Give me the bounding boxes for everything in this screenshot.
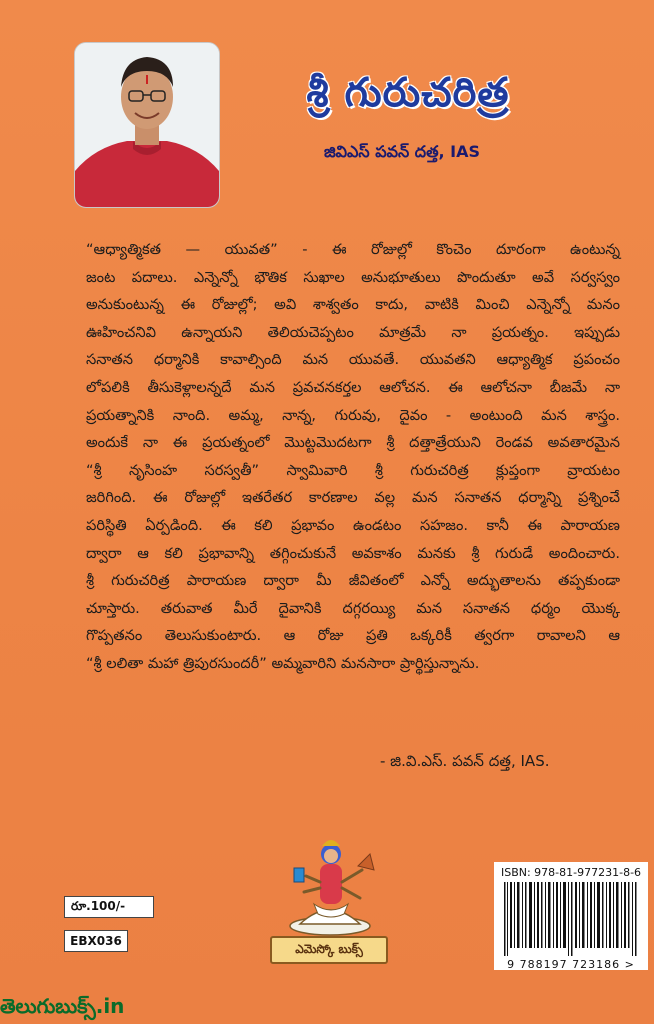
blurb-line: గొప్పతనం తెలుసుకుంటారు. ఆ రోజు ప్రతి ఒక్కరికీ త్వరగా రావాలని ఆ (86, 627, 620, 645)
blurb-line: జంట పదాలు. ఎన్నెన్నో భౌతిక సుఖాల అనుభూతులు పొందుతూ అవే సర్వస్వం (86, 268, 620, 286)
author-name: జివిఎస్ పవన్ దత్త, IAS (323, 142, 481, 161)
blurb-line: జరిగింది. ఈ రోజుల్లో ఇతరేతర కారణాల వల్ల మన సనాతన ధర్మాన్ని ప్రశ్నించే (86, 489, 620, 507)
price-label: రూ.100/- (64, 896, 154, 918)
publisher-name-banner: ఎమెస్కో బుక్స్ (270, 936, 388, 964)
blurb-line: ద్వారా ఆ కలి ప్రభావాన్ని తగ్గించుకునే అవకాశం మనకు శ్రీ గురుడే అందించారు. (86, 544, 620, 562)
blurb-line: “శ్రీ లలితా మహా త్రిపురసుందరీ” అమ్మవారిని మనసారా ప్రార్థిస్తున్నాను. (86, 654, 480, 672)
blurb-line: సనాతన ధర్మానికి కావాల్సింది మన యువతే. యువతని ఆధ్యాత్మిక ప్రపంచం (86, 351, 620, 369)
author-signature: - జి.వి.ఎస్. పవన్ దత్త, IAS. (380, 752, 550, 770)
blurb-line: “శ్రీ నృసింహ సరస్వతీ” స్వామివారి శ్రీ గురుచరిత్ర క్లుప్తంగా వ్రాయటం (86, 461, 620, 479)
blurb-line: శ్రీ గురుచరిత్ర పారాయణ ద్వారా మీ జీవితంలో ఎన్నో అద్భుతాలను తప్పకుండా (86, 572, 620, 590)
isbn-digits: 9 788197 723186 > (507, 958, 635, 971)
blurb-line: అనుకుంటున్న ఈ రోజుల్లో; అవి శాశ్వతం కాదు, వాటికి మించి ఎన్నెన్నో మనం (86, 296, 620, 314)
barcode-bars (500, 882, 642, 956)
isbn-label: ISBN: 978-81-977231-8-6 (500, 866, 642, 879)
publisher-logo (270, 826, 390, 954)
blurb-line: లోపలికి తీసుకెళ్లాలన్నదే మన ప్రవచనకర్తల ఆలోచన. ఈ ఆలోచనా బీజమే నా (86, 378, 620, 396)
author-photo (74, 42, 220, 208)
product-code: EBX036 (64, 930, 128, 952)
book-title: శ్రీ గురుచరిత్ర (306, 70, 510, 116)
site-watermark: తెలుగుబుక్స్.in (0, 994, 125, 1018)
blurb-line: ఊహించనివి ఉన్నాయని తెలియచెప్పటం మాత్రమే నా ప్రయత్నం. ఇప్పుడు (86, 323, 620, 341)
blurb-line: పరిస్థితి ఏర్పడింది. ఈ కలి ప్రభావం ఉండటం సహజం. కానీ ఈ పారాయణ (86, 516, 620, 534)
blurb-line: చూస్తారు. తరువాత మీరే దైవానికి దగ్గరయ్యి మన సనాతన ధర్మం యొక్క (86, 599, 620, 617)
blurb-line: అందుకే నా ఈ ప్రయత్నంలో మొట్టమొదటగా శ్రీ దత్తాత్రేయుని రెండవ అవతారమైన (86, 434, 620, 452)
blurb-line: “ఆధ్యాత్మికత — యువత” - ఈ రోజుల్లో కొంచెం దూరంగా ఉంటున్న (86, 241, 620, 258)
blurb-paragraph (86, 236, 620, 678)
blurb-line: ప్రయత్నానికి నాంది. అమ్మ, నాన్న, గురువు, దైవం - అంటుంది మన శాస్త్రం. (86, 406, 620, 424)
isbn-barcode (494, 862, 648, 970)
